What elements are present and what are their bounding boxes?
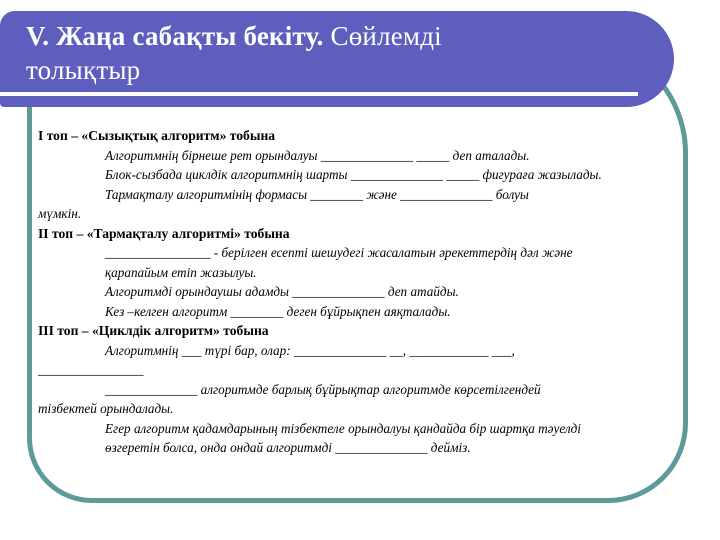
group-2-heading: ІІ топ – «Тармақталу алгоритмі» тобына — [38, 225, 290, 241]
body-line: өзгеретін болса, онда ондай алгоритмді ______________ дейміз. — [105, 440, 471, 455]
body-line: Алгоритмнің ___ түрі бар, олар: ______________ __, ____________ ___, — [105, 342, 515, 358]
title-underline-rule — [0, 92, 638, 96]
body-line: Егер алгоритм қадамдарының тізбектеле орындалуы қандайда бір шартқа тәуелді — [105, 420, 581, 436]
slide-body-text — [38, 126, 668, 458]
body-line: ______________ алгоритмде барлық бұйрықтар алгоритмде көрсетілгендей — [105, 381, 541, 397]
slide-title — [26, 19, 556, 87]
slide-title-bold: V. Жаңа сабақты бекіту. — [26, 21, 324, 51]
body-line: ________________ - берілген есепті шешудегі жасалатын әрекеттердің дәл және — [105, 245, 573, 260]
body-line: Алгоритмді орындаушы адамды ______________ деп атайды. — [105, 284, 459, 299]
group-3-heading: ІІІ топ – «Циклдік алгоритм» тобына — [38, 323, 269, 338]
body-line: Алгоритмнің бірнеше рет орындалуы ______________ _____ деп аталады. — [105, 147, 530, 163]
body-line: тізбектей орындалады. — [38, 401, 174, 416]
group-1-heading: І топ – «Сызықтық алгоритм» тобына — [38, 128, 276, 143]
body-line: Блок-сызбада циклдік алгоритмнің шарты ______________ _____ фигураға жазылады. — [105, 167, 602, 182]
body-line: мүмкін. — [38, 206, 82, 221]
title-banner — [0, 11, 674, 107]
body-line: Тармақталу алгоритмінің формасы ________ және ______________ болуы — [105, 186, 529, 202]
body-line: ________________ — [38, 362, 144, 377]
body-line: қарапайым етіп жазылуы. — [105, 264, 257, 280]
body-line: Кез –келген алгоритм ________ деген бұйрықпен аяқталады. — [105, 303, 451, 319]
slide-title-regular: Сөйлемді толықтыр — [26, 21, 442, 85]
